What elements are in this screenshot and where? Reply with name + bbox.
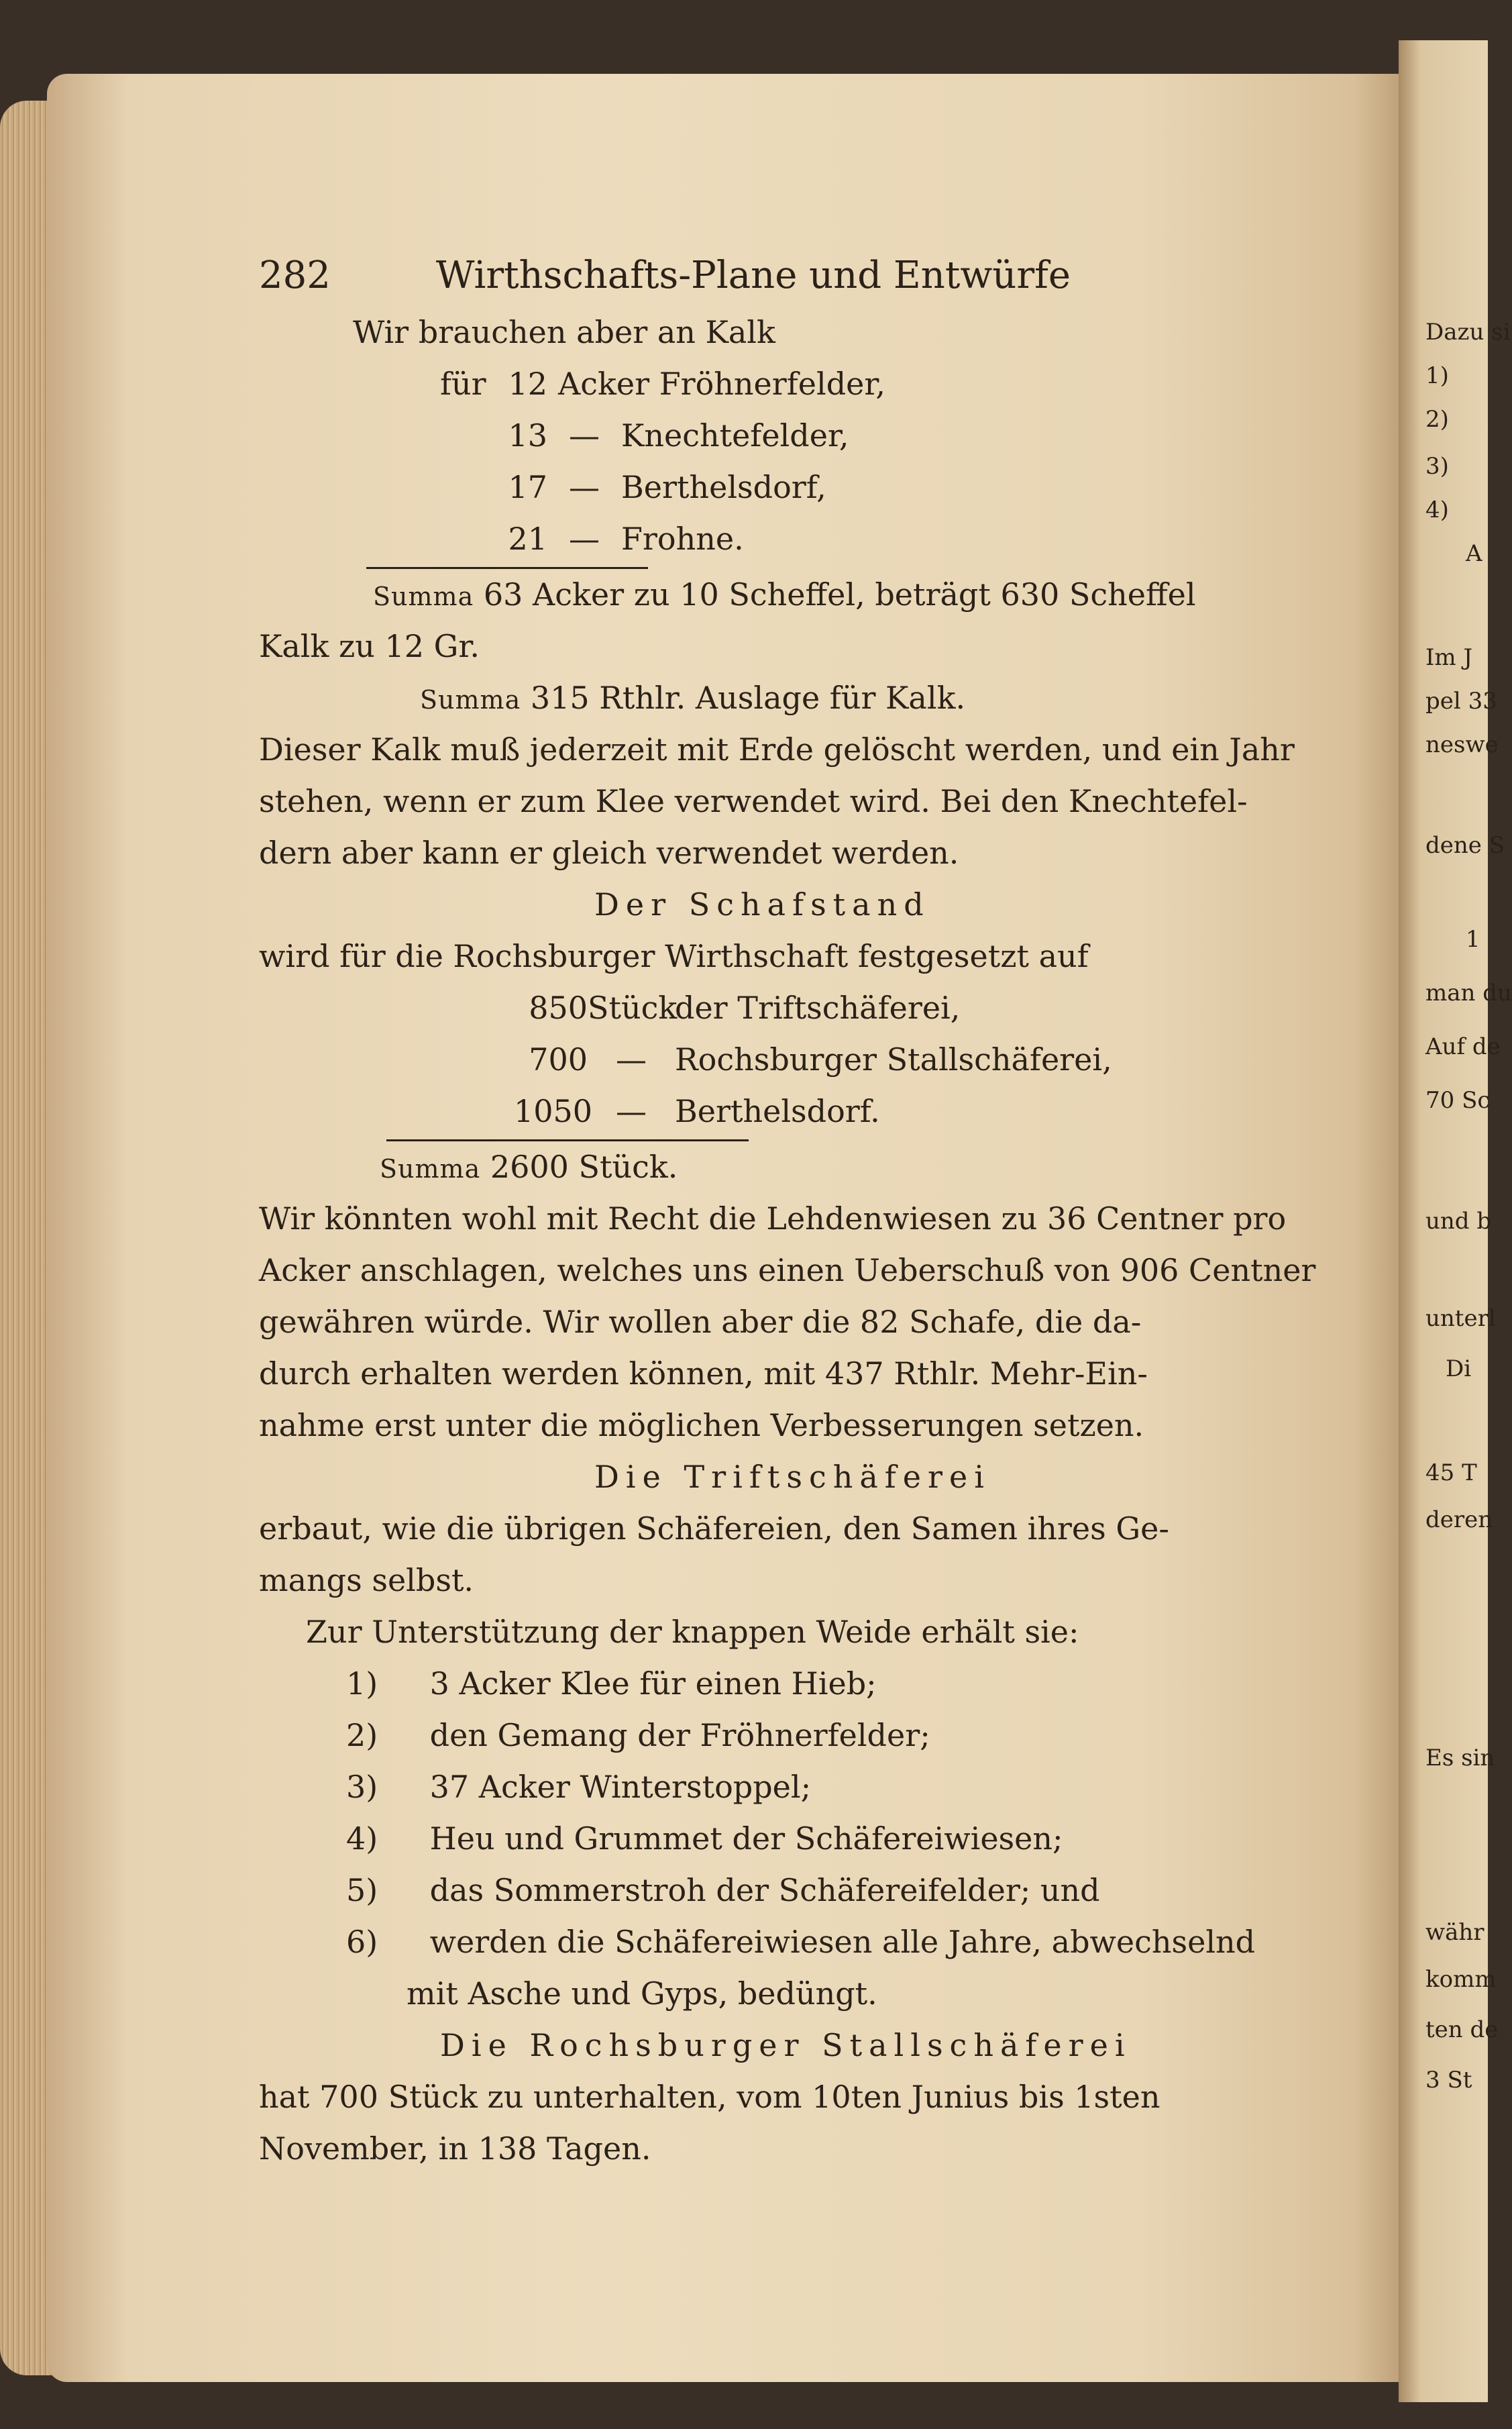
fragment: man du bbox=[1425, 980, 1512, 1006]
summa-label: Summa bbox=[420, 685, 521, 715]
kalk-row bbox=[259, 410, 1305, 462]
support-item bbox=[259, 1813, 1305, 1865]
item-text: werden die Schäfereiwiesen alle Jahre, abwechselnd bbox=[429, 1924, 1256, 1960]
kalk-summa1 bbox=[259, 569, 1305, 621]
fragment: neswe bbox=[1425, 731, 1499, 758]
fragment: 3 St bbox=[1425, 2067, 1472, 2094]
paragraph-line: gewähren würde. Wir wollen aber die 82 Schafe, die da- bbox=[259, 1304, 1142, 1340]
paragraph-line: Dieser Kalk muß jederzeit mit Erde gelöscht werden, und ein Jahr bbox=[259, 731, 1295, 768]
fragment: dene S bbox=[1425, 832, 1505, 859]
fragment: pel 33 bbox=[1425, 688, 1497, 715]
kalk-dash: — bbox=[569, 469, 600, 505]
fragment: Es sin bbox=[1425, 1745, 1495, 1771]
paragraph-line: dern aber kann er gleich verwendet werden. bbox=[259, 835, 959, 871]
fragment: komm bbox=[1425, 1966, 1497, 1993]
fragment: ten de bbox=[1425, 2016, 1499, 2043]
schaf-summa bbox=[259, 1141, 1305, 1193]
kalk-dash: — bbox=[569, 521, 600, 557]
schaf-name: der Triftschäferei, bbox=[675, 990, 961, 1026]
kalk-dash: — bbox=[569, 417, 600, 454]
summa-text: 315 Rthlr. Auslage für Kalk. bbox=[530, 680, 966, 716]
schaf-dash: — bbox=[616, 1093, 647, 1129]
summa-label: Summa bbox=[380, 1154, 481, 1184]
item-number: 5) bbox=[346, 1872, 378, 1908]
fragment: A bbox=[1466, 540, 1482, 567]
kalk-name: Acker Fröhnerfelder, bbox=[558, 366, 885, 402]
item-number: 3) bbox=[346, 1769, 378, 1805]
fragment: unterl bbox=[1425, 1305, 1496, 1332]
section-heading: Die Rochsburger Stallschäferei bbox=[440, 2027, 1132, 2063]
schaf-name: Berthelsdorf. bbox=[675, 1093, 880, 1129]
support-item bbox=[259, 1865, 1305, 1916]
item-text: das Sommerstroh der Schäfereifelder; und bbox=[429, 1872, 1100, 1908]
kalk-row bbox=[259, 358, 1305, 410]
fragment: Dazu si bbox=[1425, 319, 1511, 346]
running-header bbox=[259, 250, 1071, 301]
kalk-name: Frohne. bbox=[621, 521, 744, 557]
support-item bbox=[259, 1761, 1305, 1813]
kalk-row bbox=[259, 513, 1305, 565]
schaf-num: 1050 bbox=[514, 1093, 593, 1129]
item-text: Heu und Grummet der Schäfereiwiesen; bbox=[429, 1820, 1063, 1857]
schaf-unit: Stück bbox=[588, 990, 678, 1026]
fragment: 45 T bbox=[1425, 1459, 1477, 1486]
kalk-num: 17 bbox=[508, 469, 547, 505]
schafstand-row bbox=[259, 1034, 1305, 1086]
kalk-num: 13 bbox=[508, 417, 547, 454]
support-intro: Zur Unterstützung der knappen Weide erhält sie: bbox=[306, 1614, 1079, 1650]
fragment: 70 Sc bbox=[1425, 1087, 1491, 1114]
paragraph-line: mangs selbst. bbox=[259, 1562, 474, 1598]
schafstand-row bbox=[259, 982, 1305, 1034]
summa-text: 2600 Stück. bbox=[490, 1149, 678, 1185]
paragraph-line: erbaut, wie die übrigen Schäfereien, den Samen ihres Ge- bbox=[259, 1510, 1169, 1547]
kalk-name: Knechtefelder, bbox=[621, 417, 849, 454]
fragment: Di bbox=[1446, 1355, 1472, 1382]
fragment: währ bbox=[1425, 1919, 1484, 1946]
kalk-num: 21 bbox=[508, 521, 547, 557]
schafstand-line: wird für die Rochsburger Wirthschaft festgesetzt auf bbox=[259, 938, 1089, 974]
kalk-summa2 bbox=[259, 672, 1305, 724]
paragraph-line: Acker anschlagen, welches uns einen Ueberschuß von 906 Centner bbox=[259, 1252, 1316, 1288]
running-title: Wirthschafts-Plane und Entwürfe bbox=[435, 254, 1071, 297]
schaf-name: Rochsburger Stallschäferei, bbox=[675, 1041, 1112, 1078]
support-item bbox=[259, 1916, 1305, 1968]
paragraph-line: durch erhalten werden können, mit 437 Rthlr. Mehr-Ein- bbox=[259, 1355, 1148, 1392]
support-item-cont: mit Asche und Gyps, bedüngt. bbox=[407, 1975, 877, 2012]
schaf-dash: — bbox=[616, 1041, 647, 1078]
fragment: deren bbox=[1425, 1506, 1493, 1533]
paragraph-line: stehen, wenn er zum Klee verwendet wird. Bei den Knechtefel- bbox=[259, 783, 1248, 819]
paragraph-line: Wir könnten wohl mit Recht die Lehdenwiesen zu 36 Centner pro bbox=[259, 1200, 1287, 1237]
kalk-prefix: für bbox=[440, 366, 486, 402]
summa-label: Summa bbox=[373, 582, 474, 611]
fragment: Im J bbox=[1425, 644, 1473, 671]
kalk-intro: Wir brauchen aber an Kalk bbox=[353, 314, 775, 350]
summa-text: 63 Acker zu 10 Scheffel, beträgt 630 Scheffel bbox=[483, 576, 1196, 613]
paragraph-line: hat 700 Stück zu unterhalten, vom 10ten Junius bis 1sten bbox=[259, 2079, 1160, 2115]
kalk-name: Berthelsdorf, bbox=[621, 469, 826, 505]
paragraph-line: nahme erst unter die möglichen Verbesserungen setzen. bbox=[259, 1407, 1144, 1443]
section-heading: Die Triftschäferei bbox=[594, 1459, 991, 1495]
fragment: 1 bbox=[1466, 926, 1480, 953]
item-text: 3 Acker Klee für einen Hieb; bbox=[429, 1665, 877, 1702]
next-page-edge bbox=[1399, 40, 1512, 2402]
item-text: den Gemang der Fröhnerfelder; bbox=[429, 1717, 930, 1753]
item-text: 37 Acker Winterstoppel; bbox=[429, 1769, 812, 1805]
item-number: 2) bbox=[346, 1717, 378, 1753]
schaf-num: 850 bbox=[529, 990, 588, 1026]
item-number: 4) bbox=[346, 1820, 378, 1857]
fragment: und b bbox=[1425, 1208, 1492, 1235]
fragment: 4) bbox=[1425, 497, 1449, 523]
item-number: 6) bbox=[346, 1924, 378, 1960]
fragment: 2) bbox=[1425, 406, 1449, 433]
item-number: 1) bbox=[346, 1665, 378, 1702]
fragment: Auf de bbox=[1425, 1033, 1501, 1060]
kalk-summa1-cont: Kalk zu 12 Gr. bbox=[259, 628, 480, 664]
page-number: 282 bbox=[259, 254, 331, 297]
kalk-row bbox=[259, 462, 1305, 513]
page-content bbox=[259, 250, 1316, 2175]
schafstand-row bbox=[259, 1086, 1305, 1137]
support-item bbox=[259, 1658, 1305, 1710]
support-item bbox=[259, 1710, 1305, 1761]
fragment: 1) bbox=[1425, 362, 1449, 389]
kalk-num: 12 bbox=[508, 366, 547, 402]
schaf-num: 700 bbox=[529, 1041, 588, 1078]
paragraph-line: November, in 138 Tagen. bbox=[259, 2130, 651, 2167]
section-heading: Der Schafstand bbox=[594, 886, 930, 923]
fragment: 3) bbox=[1425, 453, 1449, 480]
